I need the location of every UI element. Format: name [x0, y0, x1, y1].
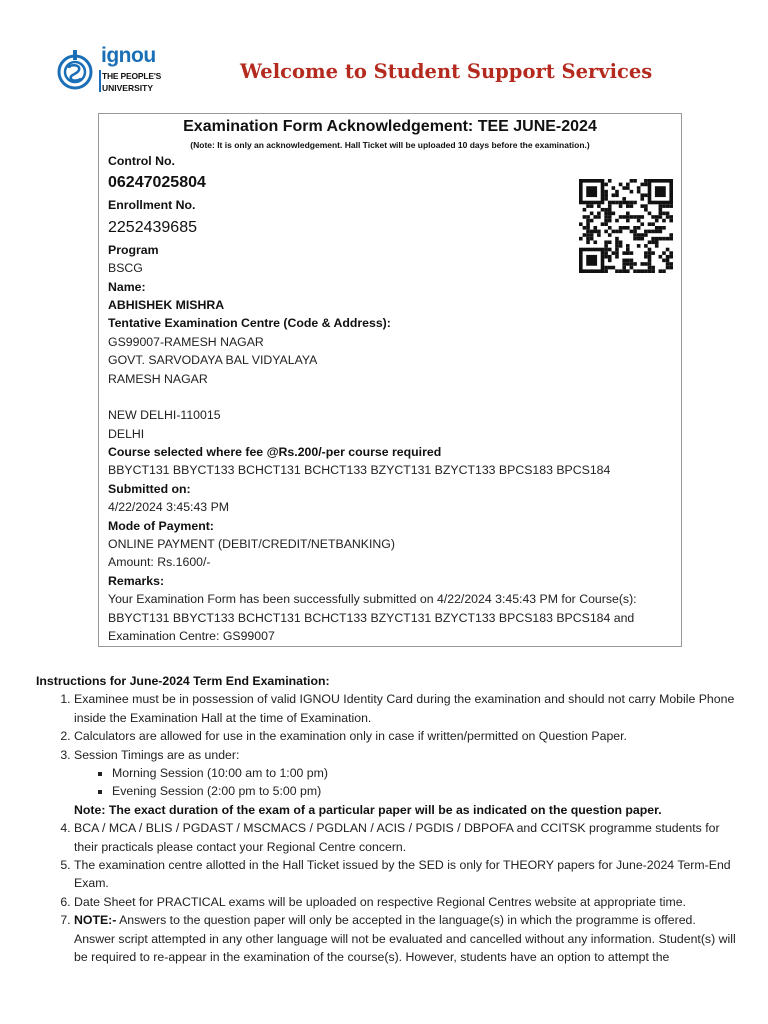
instruction-item: 4. BCA / MCA / BLIS / PGDAST / MSCMACS / PGDLAN / ACIS / PGDIS / DBPOFA and CCITSK programme students for their practicals please contact your Regional Centre concern.: [74, 819, 736, 856]
session-item: ▪ Evening Session (2:00 pm to 5:00 pm): [112, 782, 736, 800]
course-label: Course selected where fee @Rs.200/-per course required: [108, 445, 442, 460]
page-header: [0, 0, 768, 110]
centre-line: GOVT. SARVODAYA BAL VIDYALAYA: [108, 353, 318, 368]
instructions-title: Instructions for June-2024 Term End Examination:: [36, 674, 330, 688]
remarks-label: Remarks:: [108, 573, 165, 588]
welcome-heading: Welcome to Student Support Services: [240, 60, 653, 83]
submitted-label: Submitted on:: [108, 481, 191, 496]
ack-note: (Note: It is only an acknowledgement. Hall Ticket will be uploaded 10 days before the examination.): [190, 140, 590, 150]
instructions-list-continued: [36, 819, 736, 966]
instructions-list: [36, 690, 736, 800]
control-value: 06247025804: [108, 174, 206, 192]
logo-divider: [99, 70, 101, 92]
instruction-item: 1. Examinee must be in possession of valid IGNOU Identity Card during the examination and should not carry Mobile Phone inside the Examination Hall at the time of Examination.: [74, 690, 736, 727]
centre-line: DELHI: [108, 426, 145, 441]
centre-line: RAMESH NAGAR: [108, 371, 208, 386]
payment-value: ONLINE PAYMENT (DEBIT/CREDIT/NETBANKING): [108, 537, 395, 552]
remarks-line: BBYCT131 BBYCT133 BCHCT131 BCHCT133 BZYCT131 BZYCT133 BPCS183 BPCS184 and: [108, 610, 635, 625]
instruction-item: 6. Date Sheet for PRACTICAL exams will be uploaded on respective Regional Centres website at appropriate time.: [74, 893, 736, 911]
session-item: ▪ Morning Session (10:00 am to 1:00 pm): [112, 764, 736, 782]
session-list: [74, 764, 736, 801]
program-value: BSCG: [108, 261, 143, 276]
centre-label: Tentative Examination Centre (Code & Address):: [108, 316, 391, 331]
instruction-item: 2. Calculators are allowed for use in the examination only in case if written/permitted on Question Paper.: [74, 727, 736, 745]
control-label: Control No.: [108, 154, 175, 168]
logo-tagline-1: THE PEOPLE'S: [102, 71, 162, 81]
payment-label: Mode of Payment:: [108, 518, 214, 533]
centre-line: [108, 388, 678, 406]
logo-wordmark: ignou: [101, 44, 156, 67]
remarks-line: Examination Centre: GS99007: [108, 628, 275, 643]
session-timings-label: Session Timings are as under:: [74, 747, 240, 762]
enrollment-label: Enrollment No.: [108, 198, 196, 213]
centre-line: NEW DELHI-110015: [108, 408, 221, 423]
duration-note: Note: The exact duration of the exam of a particular paper will be as indicated on the question paper.: [74, 802, 662, 817]
remarks-line: Your Examination Form has been successfully submitted on 4/22/2024 3:45:43 PM for Course(s):: [108, 592, 637, 607]
instruction-item: [74, 911, 736, 966]
acknowledgement-box: [98, 113, 682, 647]
ignou-emblem-icon: [55, 48, 97, 92]
ack-details: [108, 152, 678, 645]
submitted-value: 4/22/2024 3:45:43 PM: [108, 500, 230, 515]
program-label: Program: [108, 242, 159, 257]
instruction-item: 5. The examination centre allotted in the Hall Ticket issued by the SED is only for THEORY papers for June-2024 Term-End Exam.: [74, 856, 736, 893]
amount-value: Amount: Rs.1600/-: [108, 555, 211, 570]
ack-title: Examination Form Acknowledgement: TEE JUNE-2024: [183, 118, 597, 135]
name-label: Name:: [108, 279, 146, 294]
instruction-item: [74, 746, 736, 801]
note-text: Answers to the question paper will only be accepted in the language(s) in which the programme is offered. Answer script attempted in any other language will not be evaluated and cancelled without any information. Student(s) will be required to re-appear in the examination of the course(s). However, students have an option to attempt the: [74, 913, 736, 965]
logo-tagline-2: UNIVERSITY: [102, 83, 154, 93]
instructions-section: [36, 672, 736, 966]
name-value: ABHISHEK MISHRA: [108, 297, 225, 312]
centre-line: GS99007-RAMESH NAGAR: [108, 334, 264, 349]
course-value: BBYCT131 BBYCT133 BCHCT131 BCHCT133 BZYCT131 BZYCT133 BPCS183 BPCS184: [108, 463, 611, 478]
note-lead: NOTE:-: [74, 913, 117, 928]
enrollment-value: 2252439685: [108, 218, 197, 236]
ignou-logo: [55, 44, 165, 98]
